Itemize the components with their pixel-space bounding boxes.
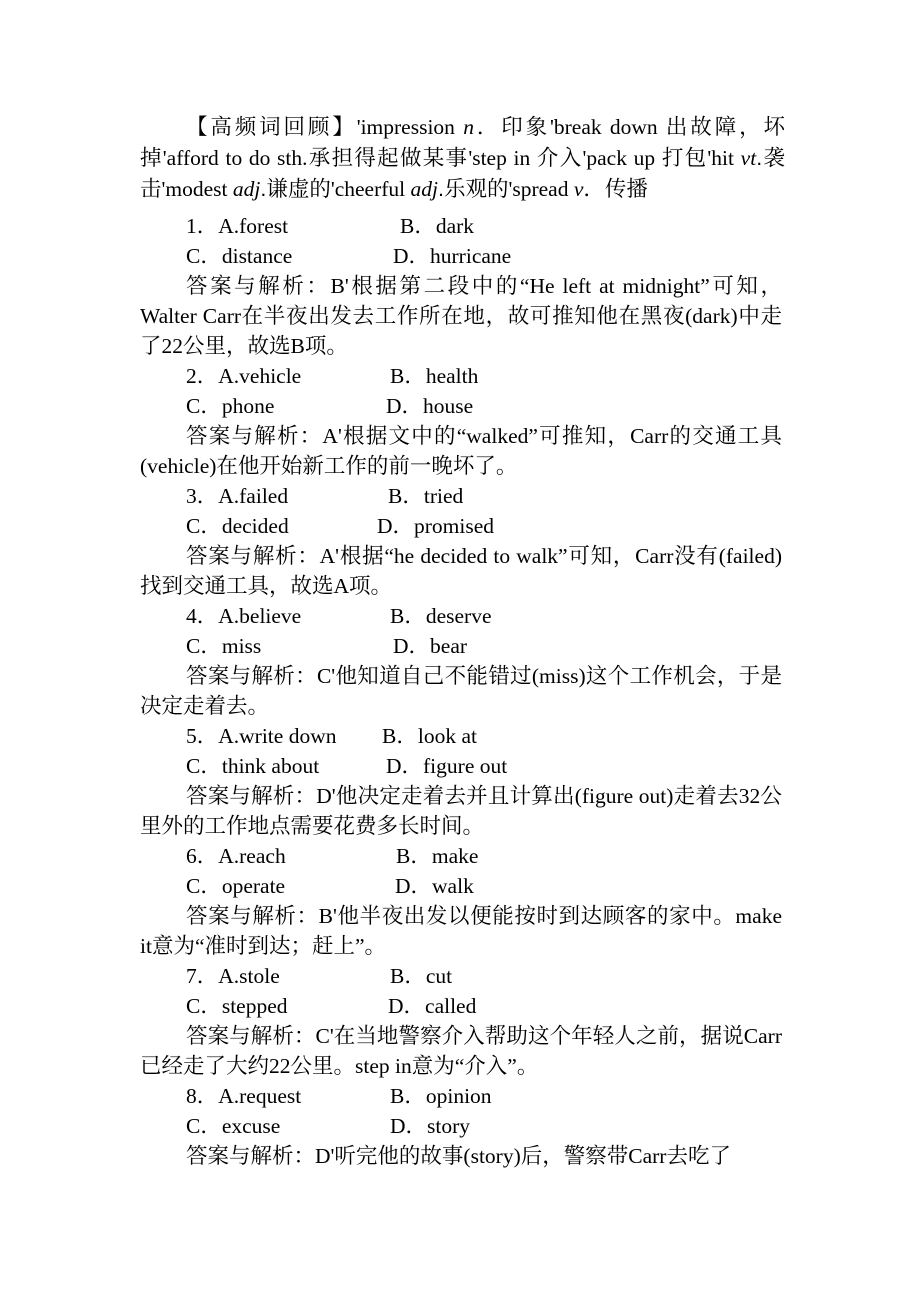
option-a: 5．A.write down	[186, 724, 337, 748]
option-c: C．stepped	[186, 994, 288, 1018]
answer-text: B'他半夜出发以便能按时到达顾客的家中。make it意为“准时到达；赶上”。	[140, 904, 782, 958]
option-c: C．phone	[186, 394, 275, 418]
option-d: D．house	[386, 394, 474, 418]
option-b: B．cut	[390, 964, 453, 988]
vocab-word: 'hit	[707, 146, 741, 170]
option-d: D．promised	[377, 514, 495, 538]
vocab-word: 'break down	[550, 115, 666, 139]
vocab-meaning: .乐观的	[438, 177, 509, 201]
answer-explanation	[140, 541, 782, 601]
vocab-word: 'afford to do sth.	[162, 146, 308, 170]
answer-explanation	[140, 1141, 782, 1171]
answer-text: B'根据第二段中的“He left at midnight”可知，Walter Carr在半夜出发去工作所在地，故可推知他在黑夜(dark)中走了22公里，故选B项。	[140, 274, 782, 358]
vocab-word: 'step in	[468, 146, 537, 170]
answer-explanation	[140, 661, 782, 721]
vocab-pos: n	[463, 115, 474, 139]
answer-label: 答案与解析：	[186, 1024, 316, 1048]
option-d: D．hurricane	[393, 244, 512, 268]
answer-text: D'他决定走着去并且计算出(figure out)走着去32公里外的工作地点需要花费多长时间。	[140, 784, 782, 838]
answer-label: 答案与解析：	[186, 1144, 316, 1168]
option-a: 4．A.believe	[186, 604, 302, 628]
answer-text: D'听完他的故事(story)后，警察带Carr去吃了	[315, 1144, 731, 1168]
option-b: B．health	[390, 364, 479, 388]
answer-label: 答案与解析：	[186, 664, 317, 688]
option-d: D．walk	[395, 874, 474, 898]
vocab-word: 'modest	[161, 177, 233, 201]
answer-label: 答案与解析：	[186, 424, 323, 448]
option-b: B．opinion	[390, 1084, 492, 1108]
vocab-word: 'pack up	[582, 146, 662, 170]
answer-explanation	[140, 1021, 782, 1081]
vocab-pos: adj	[410, 177, 438, 201]
option-a: 7．A.stole	[186, 964, 280, 988]
option-d: D．bear	[393, 634, 468, 658]
vocab-pos: v	[573, 177, 584, 201]
option-b: B．tried	[388, 484, 464, 508]
option-a: 8．A.request	[186, 1084, 302, 1108]
answer-text: A'根据“he decided to walk”可知，Carr没有(failed)找到交通工具，故选A项。	[140, 544, 782, 598]
option-d: D．figure out	[386, 754, 508, 778]
answer-explanation	[140, 421, 782, 481]
answer-text: C'他知道自己不能错过(miss)这个工作机会，于是决定走着去。	[140, 664, 782, 718]
option-c: C．miss	[186, 634, 262, 658]
option-b: B．look at	[382, 724, 477, 748]
answer-label: 答案与解析：	[186, 784, 317, 808]
vocab-meaning: 打包	[661, 146, 708, 170]
answer-text: A'根据文中的“walked”可推知，Carr的交通工具(vehicle)在他开始新工作的前一晚坏了。	[140, 424, 782, 478]
option-d: D．called	[388, 994, 477, 1018]
option-a: 1．A.forest	[186, 214, 289, 238]
vocab-pos: vt	[740, 146, 757, 170]
answer-explanation	[140, 781, 782, 841]
vocab-review-paragraph	[140, 112, 785, 205]
answer-explanation	[140, 901, 782, 961]
option-b: B．deserve	[390, 604, 492, 628]
option-d: D．story	[390, 1114, 471, 1138]
option-c: C．think about	[186, 754, 320, 778]
vocab-meaning: ．传播	[583, 177, 648, 201]
option-c: C．operate	[186, 874, 286, 898]
option-a: 3．A.failed	[186, 484, 289, 508]
option-b: B．make	[396, 844, 479, 868]
answer-explanation	[140, 271, 782, 361]
option-c: C．distance	[186, 244, 293, 268]
vocab-review-header: 【高频词回顾】	[186, 115, 357, 139]
vocab-pos: adj	[232, 177, 261, 201]
vocab-meaning: .谦虚的	[260, 177, 331, 201]
option-b: B．dark	[400, 214, 475, 238]
answer-label: 答案与解析：	[186, 544, 320, 568]
option-c: C．excuse	[186, 1114, 281, 1138]
vocab-meaning: 承担得起做某事	[307, 146, 469, 170]
answer-label: 答案与解析：	[186, 274, 331, 298]
vocab-word: 'cheerful	[330, 177, 411, 201]
vocab-meaning: 出故障，坏掉	[140, 115, 785, 170]
vocab-meaning: 介入	[536, 146, 583, 170]
option-c: C．decided	[186, 514, 289, 538]
vocab-meaning: .袭击	[140, 146, 785, 201]
vocab-word: 'impression	[356, 115, 464, 139]
answer-text: C'在当地警察介入帮助这个年轻人之前，据说Carr已经走了大约22公里。step in意为“介入”。	[140, 1024, 782, 1078]
vocab-meaning: ．印象	[473, 115, 550, 139]
option-a: 2．A.vehicle	[186, 364, 302, 388]
answer-label: 答案与解析：	[186, 904, 319, 928]
option-a: 6．A.reach	[186, 844, 286, 868]
vocab-word: 'spread	[508, 177, 574, 201]
